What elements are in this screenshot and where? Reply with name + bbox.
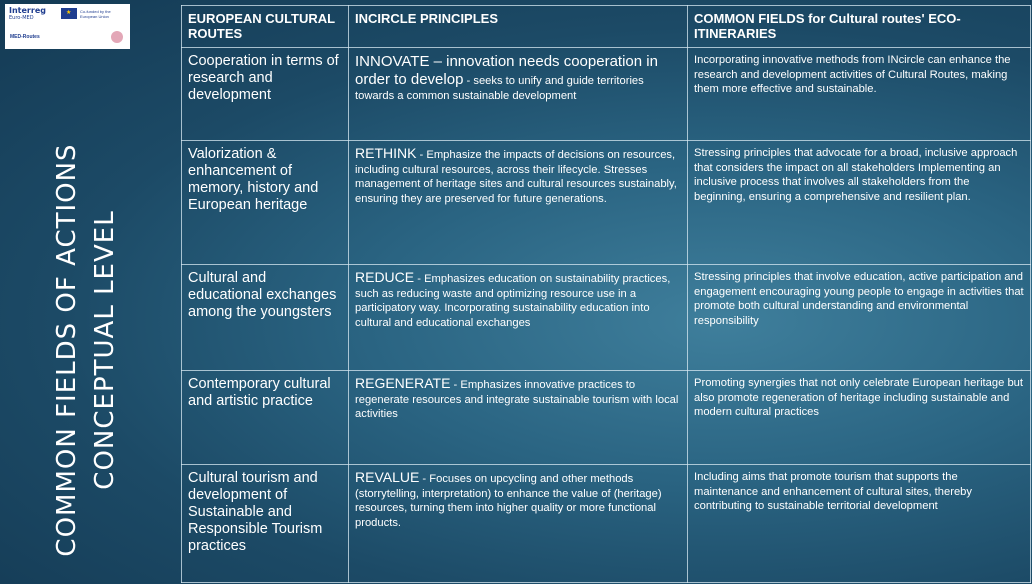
field-cell: Stressing principles that advocate for a broad, inclusive approach that considers the impact on all stakeholders Implementing an inclusive process that involves all stakeholders from the beginning, ensuring a comprehensive and resilient plan. [688,141,1031,265]
route-cell: Contemporary cultural and artistic practice [182,371,349,465]
table-row [182,48,1031,141]
principle-text: - Focuses on upcycling and other methods (storrytelling, interpretation) to enhance the value of (heritage) resources, turning them into higher quality or more functional products. [355,473,662,529]
side-title-text [48,143,124,556]
table-row [182,465,1031,583]
principle-keyword: REGENERATE [355,375,451,391]
principle-text: - seeks to unify and guide territories towards a common sustainable development [355,75,644,102]
logo-brand: Interreg [9,6,46,15]
field-cell: Including aims that promote tourism that supports the maintenance and enhancement of cultural sites, thereby contributing to sustainable territorial development [688,465,1031,583]
header-routes: EUROPEAN CULTURAL ROUTES [182,6,349,48]
route-cell: Cultural and educational exchanges among the youngsters [182,265,349,371]
field-cell: Stressing principles that involve education, active participation and engagement encouraging young people to engage in activities that promote both cultural understanding and environmental responsibility [688,265,1031,371]
eu-flag-icon [61,8,77,19]
principle-cell [349,141,688,265]
table-row [182,265,1031,371]
common-fields-table [181,5,1031,583]
principle-cell [349,265,688,371]
table-row [182,141,1031,265]
principle-keyword: REDUCE [355,269,415,285]
side-title-line2: CONCEPTUAL LEVEL [89,210,120,490]
field-cell: Promoting synergies that not only celebrate European heritage but also promote regeneration of heritage including sustainable and modern cultural practices [688,371,1031,465]
principle-keyword: REVALUE [355,469,420,485]
logo-brand-sub: Euro-MED [9,15,34,21]
principle-text: - Emphasize the impacts of decisions on resources, including cultural resources, across their lifecycle. Stresses management of heritage sites and cultural resources sustainably, ensuring they are preserved for future generations. [355,149,677,205]
logo-program: MED-Routes [10,34,40,40]
side-title-line1: COMMON FIELDS OF ACTIONS [51,143,82,557]
side-title [38,140,133,560]
header-principles: INCIRCLE PRINCIPLES [349,6,688,48]
principle-cell [349,48,688,141]
route-cell: Cooperation in terms of research and development [182,48,349,141]
principle-cell [349,465,688,583]
project-badge-icon [111,31,123,43]
principle-text: - Emphasizes innovative practices to regenerate resources and integrate sustainable tourism with local activities [355,379,679,420]
table-header-row [182,6,1031,48]
route-cell: Cultural tourism and development of Sustainable and Responsible Tourism practices [182,465,349,583]
principle-cell [349,371,688,465]
logo-eu-text: Co-funded by the European Union [80,9,111,19]
route-cell: Valorization & enhancement of memory, history and European heritage [182,141,349,265]
principle-keyword: INNOVATE – innovation needs cooperation in order to develop [355,53,658,88]
principle-text: - Emphasizes education on sustainability practices, such as reducing waste and optimizing resource use in a participatory way. Incorporating sustainability education into cultural and educational exchanges [355,273,671,329]
header-common-fields: COMMON FIELDS for Cultural routes' ECO-ITINERARIES [688,6,1031,48]
field-cell: Incorporating innovative methods from INcircle can enhance the research and development activities of Cultural Routes, making them more effective and sustainable. [688,48,1031,141]
principle-keyword: RETHINK [355,145,417,161]
interreg-logo [5,4,130,49]
table-row [182,371,1031,465]
